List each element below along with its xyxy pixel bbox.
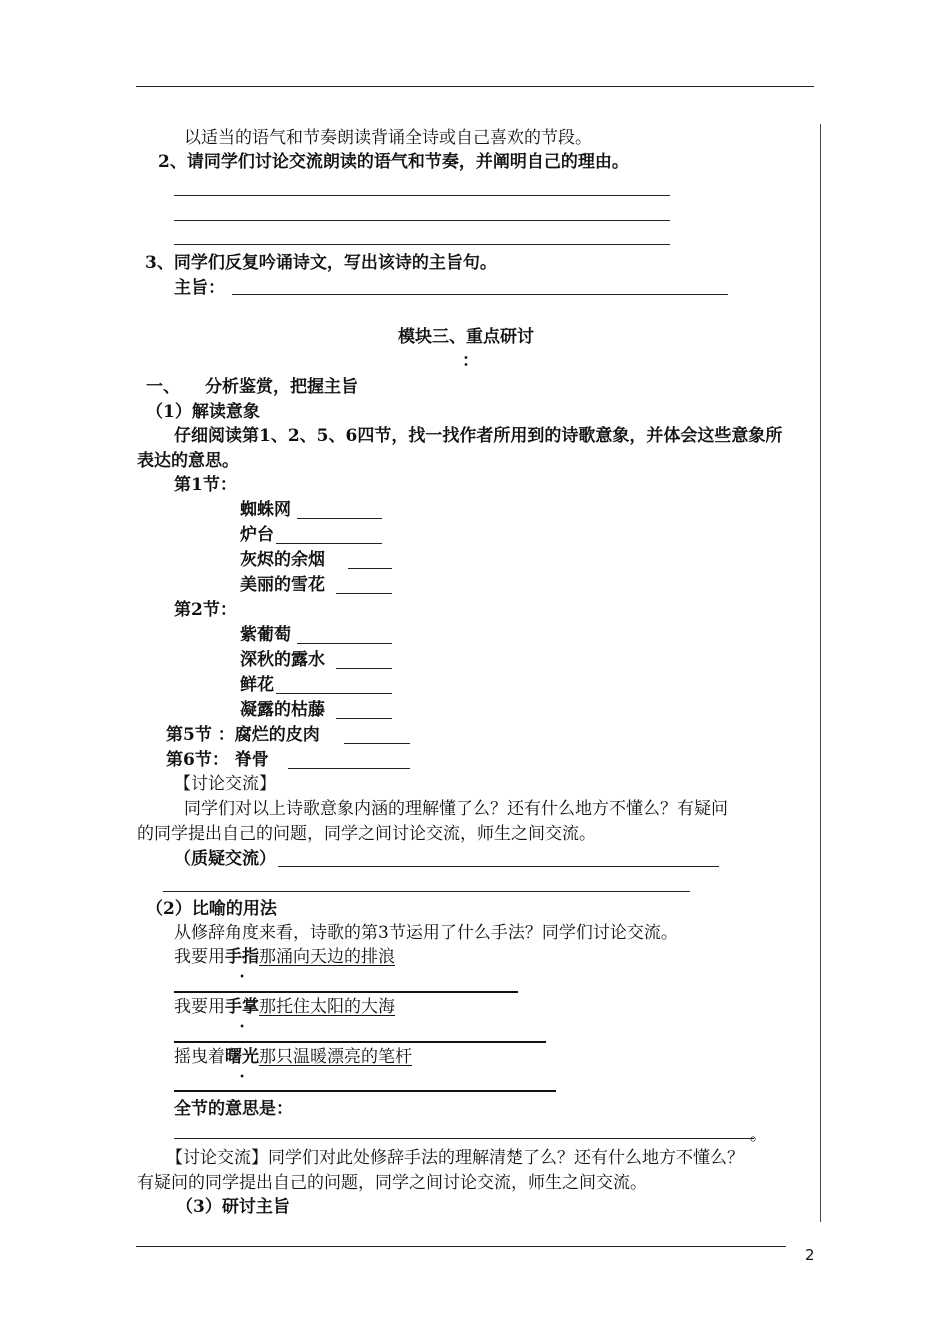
stanza-6-item: 第6节： 脊骨: [166, 750, 269, 770]
stanza-2-label: 第2节：: [174, 600, 237, 620]
poem-line-text: 那只温暖漂亮的笔杆: [259, 1047, 412, 1067]
image-answer-line[interactable]: [336, 593, 392, 594]
poem-line-2: [174, 996, 395, 1018]
poem-line-1: [174, 946, 395, 968]
discussion-2-text-cont: 有疑问的同学提出自己的问题，同学之间讨论交流，师生之间交流。: [137, 1173, 647, 1193]
image-answer-line[interactable]: [288, 768, 410, 769]
image-item: 凝露的枯藤: [240, 700, 325, 720]
image-item: 灰烬的余烟: [240, 550, 325, 570]
image-answer-line[interactable]: [297, 518, 382, 519]
image-answer-line[interactable]: [297, 643, 392, 644]
discussion-label: 【讨论交流】: [174, 774, 276, 794]
poem-line-text: 那涌向天边的排浪: [259, 947, 395, 967]
image-item: 炉台: [240, 525, 274, 545]
image-answer-line[interactable]: [344, 743, 410, 744]
emphasized-word: 曙光: [225, 1047, 259, 1067]
poem-line-3: [174, 1046, 412, 1068]
subsection-3: （3）研讨主旨: [176, 1197, 290, 1217]
discussion-text-cont: 的同学提出自己的问题，同学之间讨论交流，师生之间交流。: [137, 824, 596, 844]
module-title: 模块三、重点研讨: [398, 327, 534, 347]
section-heading-number: 一、: [146, 377, 180, 397]
footer-rule: [136, 1246, 786, 1247]
discussion-text: 同学们对以上诗歌意象内涵的理解懂了么？还有什么地方不懂么？有疑问: [184, 799, 728, 819]
question-answer-line[interactable]: [278, 866, 719, 867]
meaning-period: 。: [750, 1125, 767, 1145]
image-answer-line[interactable]: [276, 543, 382, 544]
metaphor-intro: 从修辞角度来看，诗歌的第3节运用了什么手法？同学们讨论交流。: [174, 923, 678, 943]
question-2: 2、请同学们讨论交流朗读的语气和节奏，并阐明自己的理由。: [158, 152, 629, 172]
section-heading: 分析鉴赏，把握主旨: [205, 377, 358, 397]
meaning-answer-line[interactable]: [174, 1138, 754, 1139]
meaning-label: 全节的意思是：: [174, 1099, 293, 1119]
answer-line[interactable]: [174, 195, 670, 196]
poem-answer-line[interactable]: [174, 1090, 556, 1092]
image-item: 鲜花: [240, 675, 274, 695]
image-answer-line[interactable]: [276, 693, 392, 694]
answer-line[interactable]: [174, 220, 670, 221]
poem-line-prefix: 摇曳着: [174, 1047, 225, 1067]
image-item: 蜘蛛网: [240, 500, 291, 520]
discussion-2-text: 【讨论交流】同学们对此处修辞手法的理解清楚了么？还有什么地方不懂么？: [166, 1148, 744, 1168]
emphasized-word: 手指: [225, 947, 259, 967]
page-number: 2: [805, 1246, 815, 1264]
theme-answer-line[interactable]: [232, 294, 728, 295]
image-answer-line[interactable]: [336, 718, 392, 719]
right-margin-line: [820, 124, 821, 1222]
subsection-2: （2）比喻的用法: [146, 899, 277, 919]
image-item: 紫葡萄: [240, 625, 291, 645]
poem-line-text: 那托住太阳的大海: [259, 997, 395, 1017]
question-label: （质疑交流）: [174, 849, 276, 869]
answer-line[interactable]: [174, 244, 670, 245]
theme-label: 主旨：: [174, 278, 225, 298]
poem-line-prefix: 我要用: [174, 997, 225, 1017]
stanza-1-label: 第1节：: [174, 475, 237, 495]
image-item: 美丽的雪花: [240, 575, 325, 595]
poem-answer-line[interactable]: [174, 1041, 546, 1043]
emphasized-word: 手掌: [225, 997, 259, 1017]
poem-answer-line[interactable]: [174, 991, 518, 993]
image-answer-line[interactable]: [336, 668, 392, 669]
reading-instruction: 以适当的语气和节奏朗读背诵全诗或自己喜欢的节段。: [184, 128, 592, 148]
poem-line-prefix: 我要用: [174, 947, 225, 967]
question-3: 3、同学们反复吟诵诗文，写出该诗的主旨句。: [145, 253, 497, 273]
image-answer-line[interactable]: [348, 568, 392, 569]
subsection-1: （1）解读意象: [146, 402, 260, 422]
imagery-intro: 仔细阅读第1、2、5、6四节，找一找作者所用到的诗歌意象，并体会这些意象所: [174, 426, 783, 446]
question-answer-line[interactable]: [163, 891, 690, 892]
stanza-5-item: 第5节 ：腐烂的皮肉: [166, 725, 320, 745]
header-rule: [136, 86, 814, 87]
imagery-intro-cont: 表达的意思。: [137, 451, 239, 471]
module-title-colon: ：: [462, 351, 479, 371]
image-item: 深秋的露水: [240, 650, 325, 670]
